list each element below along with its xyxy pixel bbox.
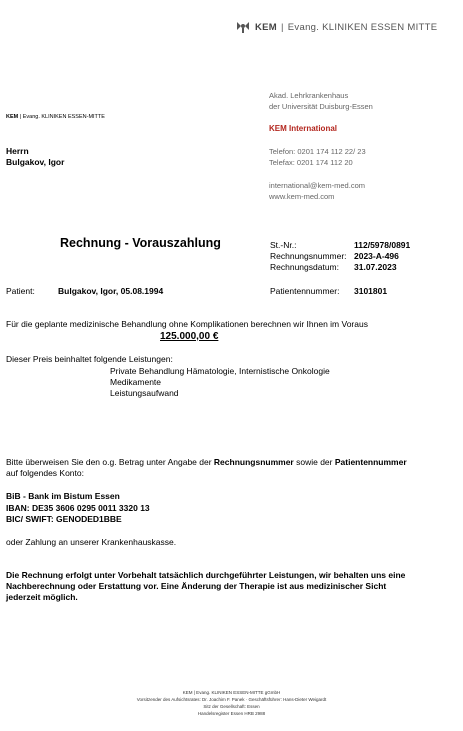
- patient-label: Patient:: [6, 286, 35, 296]
- invoice-meta-values: [354, 240, 410, 273]
- recipient-name: Bulgakov, Igor: [6, 157, 65, 167]
- clinic-affiliation: [269, 90, 373, 112]
- note-line: Die Rechnung erfolgt unter Vorbehalt tatsächlich durchgeführter Leistungen, wir behalten uns eine: [6, 570, 406, 580]
- logo-text: Evang. KLINIKEN ESSEN MITTE: [287, 21, 438, 33]
- transfer-invoice-number-ref: Rechnungsnummer: [213, 457, 294, 467]
- logo-brand: KEM: [255, 21, 278, 33]
- transfer-text: sowie der: [293, 457, 335, 467]
- invoice-date-value: 31.07.2023: [354, 262, 397, 272]
- patient-number-value: 3101801: [354, 286, 388, 296]
- affiliation-line1: Akad. Lehrkrankenhaus: [269, 91, 349, 100]
- email-link[interactable]: international@kem-med.com: [269, 181, 365, 190]
- logo-sep: |: [281, 21, 284, 33]
- service-item: Private Behandlung Hämatologie, Internistische Onkologie: [110, 366, 330, 376]
- invoice-title: Rechnung - Vorauszahlung: [60, 236, 221, 250]
- invoice-number-value: 2023-A-496: [354, 251, 399, 261]
- note-line: Nachberechnung oder Erstattung vor. Eine Änderung der Therapie ist aus medizinischer Sicht: [6, 581, 387, 591]
- note-line: jederzeit möglich.: [6, 592, 78, 602]
- sender-text: | Evang. KLINIKEN ESSEN-MITTE: [19, 114, 105, 120]
- service-item: Leistungsaufwand: [110, 388, 179, 398]
- kem-logo-icon: [235, 20, 251, 34]
- footer-line: Sitz der Gesellschaft: Essen: [203, 704, 260, 709]
- bank-details: [6, 491, 150, 526]
- bic: BIC/ SWIFT: GENODED1BBE: [6, 514, 122, 524]
- sender-address-line: [6, 113, 116, 122]
- footer-line: KEM | Evang. KLINIKEN ESSEN-MITTE gGmbH: [182, 690, 281, 695]
- phone: Telefon: 0201 174 112 22/ 23: [269, 147, 366, 156]
- service-item: Medikamente: [110, 377, 162, 387]
- contact-block: [269, 146, 366, 168]
- affiliation-line2: der Universität Duisburg-Essen: [269, 102, 373, 111]
- clinic-logo: [235, 20, 437, 34]
- iban: IBAN: DE35 3606 0295 0011 3320 13: [6, 502, 150, 513]
- recipient-block: [6, 146, 64, 168]
- recipient-salutation: Herrn: [6, 146, 29, 156]
- transfer-text: auf folgendes Konto:: [6, 468, 84, 478]
- footer-line: Vorsitzender des Aufsichtsrates: Dr. Joachim F. Panek · Geschäftsführer: Hans-Dieter Weigardt: [136, 697, 327, 702]
- patient-number-label: Patientennummer:: [270, 286, 340, 296]
- alternative-payment: oder Zahlung an unserer Krankenhauskasse.: [6, 537, 177, 547]
- invoice-number-label: Rechnungsnummer:: [270, 251, 347, 261]
- patient-value: Bulgakov, Igor, 05.08.1994: [58, 286, 164, 296]
- transfer-instructions: [6, 457, 407, 479]
- footer-line: Handelsregister Essen HRB 2988: [197, 711, 266, 716]
- page-footer: [0, 689, 463, 717]
- bank-name: BiB - Bank im Bistum Essen: [6, 491, 120, 501]
- invoice-meta-labels: [270, 240, 347, 273]
- fax: Telefax: 0201 174 112 20: [269, 158, 353, 167]
- includes-text: Dieser Preis beinhaltet folgende Leistungen:: [6, 354, 173, 364]
- disclaimer-note: [6, 570, 405, 603]
- tax-value: 112/5978/0891: [354, 240, 411, 250]
- web-block: [269, 180, 365, 202]
- invoice-date-label: Rechnungsdatum:: [270, 262, 339, 272]
- services-list: [110, 366, 330, 399]
- department-name: KEM International: [269, 124, 338, 133]
- sender-brand: KEM: [6, 114, 19, 120]
- website-link[interactable]: www.kem-med.com: [269, 192, 335, 201]
- amount-due: 125.000,00 €: [160, 331, 219, 342]
- transfer-text: Bitte überweisen Sie den o.g. Betrag unter Angabe der: [6, 457, 214, 467]
- intro-text: Für die geplante medizinische Behandlung ohne Komplikationen berechnen wir Ihnen im Voraus: [6, 319, 368, 329]
- tax-label: St.-Nr.:: [270, 240, 297, 250]
- transfer-patient-number-ref: Patientennummer: [334, 457, 407, 467]
